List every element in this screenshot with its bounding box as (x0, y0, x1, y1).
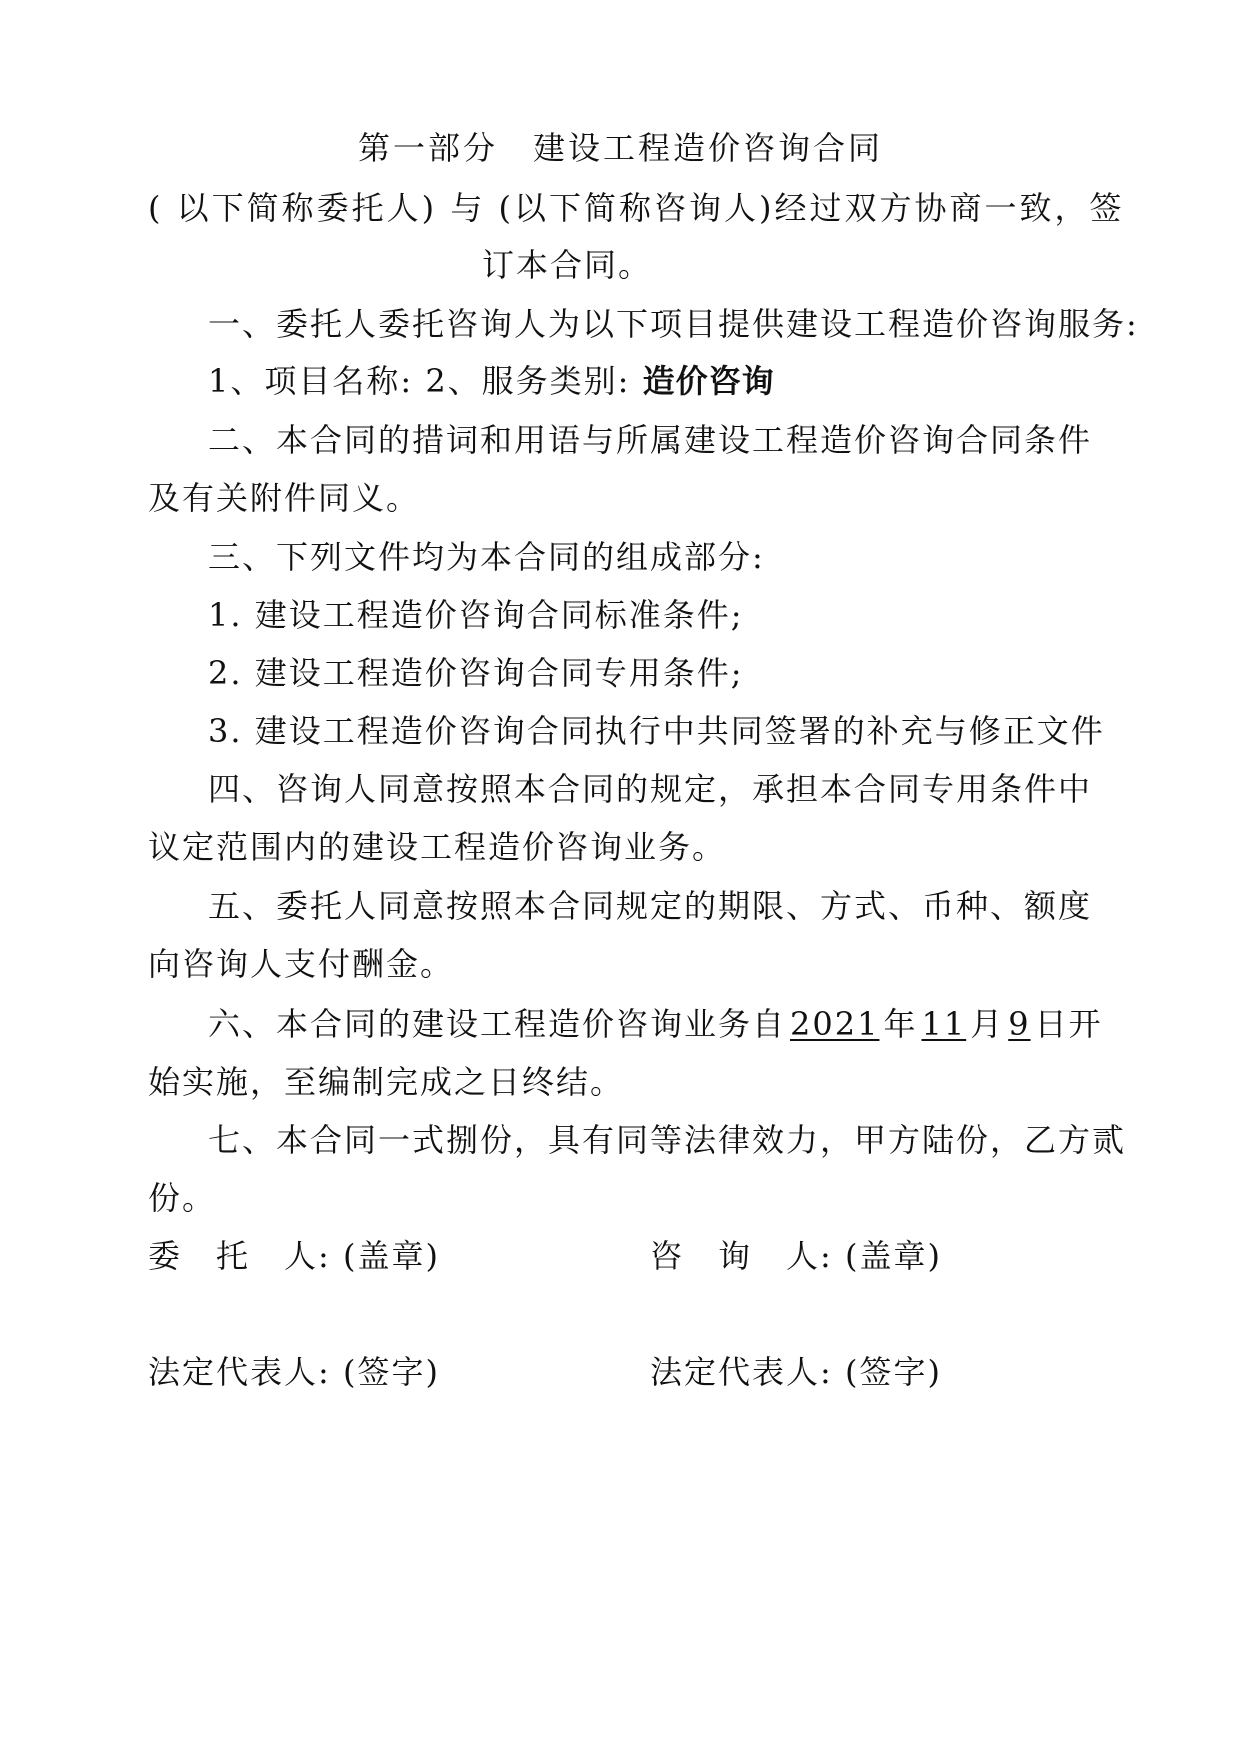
clause-7-line-1: 七、本合同一式捌份，具有同等法律效力，甲方陆份，乙方贰 (208, 1121, 1127, 1159)
clause-5-line-2: 向咨询人支付酬金。 (148, 945, 455, 983)
clause-2-line-1: 二、本合同的措词和用语与所属建设工程造价咨询合同条件 (208, 421, 1093, 459)
doc-item-2: 2. 建设工程造价咨询合同专用条件; (208, 654, 744, 692)
project-item-line (208, 361, 775, 401)
client-representative-label: 法定代表人: (签字) (148, 1353, 440, 1391)
intro-line-2: 订本合同。 (482, 246, 653, 284)
clause-6-prefix: 六、本合同的建设工程造价咨询业务自 (208, 1005, 787, 1043)
day-label: 日开 (1034, 1005, 1103, 1043)
month-label: 月 (970, 1005, 1005, 1043)
intro-line-1: ( 以下简称委托人) 与 (以下简称咨询人)经过双方协商一致，签 (148, 189, 1125, 227)
clause-4-line-1: 四、咨询人同意按照本合同的规定，承担本合同专用条件中 (208, 770, 1093, 808)
start-month: 11 (921, 1005, 967, 1043)
clause-4-line-2: 议定范围内的建设工程造价咨询业务。 (148, 828, 727, 866)
clause-2-line-2: 及有关附件同义。 (148, 479, 421, 517)
year-label: 年 (883, 1005, 918, 1043)
consultant-seal-label: 咨 询 人: (盖章) (650, 1237, 942, 1275)
clause-6-line-1 (208, 1004, 1103, 1044)
clause-1: 一、委托人委托咨询人为以下项目提供建设工程造价咨询服务: (208, 305, 1139, 343)
clause-7-line-2: 份。 (148, 1179, 217, 1217)
clause-5-line-1: 五、委托人同意按照本合同规定的期限、方式、币种、额度 (208, 887, 1093, 925)
consultant-representative-label: 法定代表人: (签字) (650, 1353, 942, 1391)
start-day: 9 (1008, 1005, 1031, 1043)
project-item-prefix: 1、项目名称: 2、服务类别: (208, 362, 643, 400)
client-seal-label: 委 托 人: (盖章) (148, 1237, 440, 1275)
clause-3: 三、下列文件均为本合同的组成部分: (208, 538, 765, 576)
clause-6-line-2: 始实施，至编制完成之日终结。 (148, 1063, 625, 1101)
start-year: 2021 (790, 1005, 880, 1043)
doc-item-3: 3. 建设工程造价咨询合同执行中共同签署的补充与修正文件 (208, 712, 1105, 750)
doc-item-1: 1. 建设工程造价咨询合同标准条件; (208, 596, 744, 634)
document-title: 第一部分 建设工程造价咨询合同 (357, 129, 883, 167)
service-type-value: 造价咨询 (642, 362, 775, 400)
